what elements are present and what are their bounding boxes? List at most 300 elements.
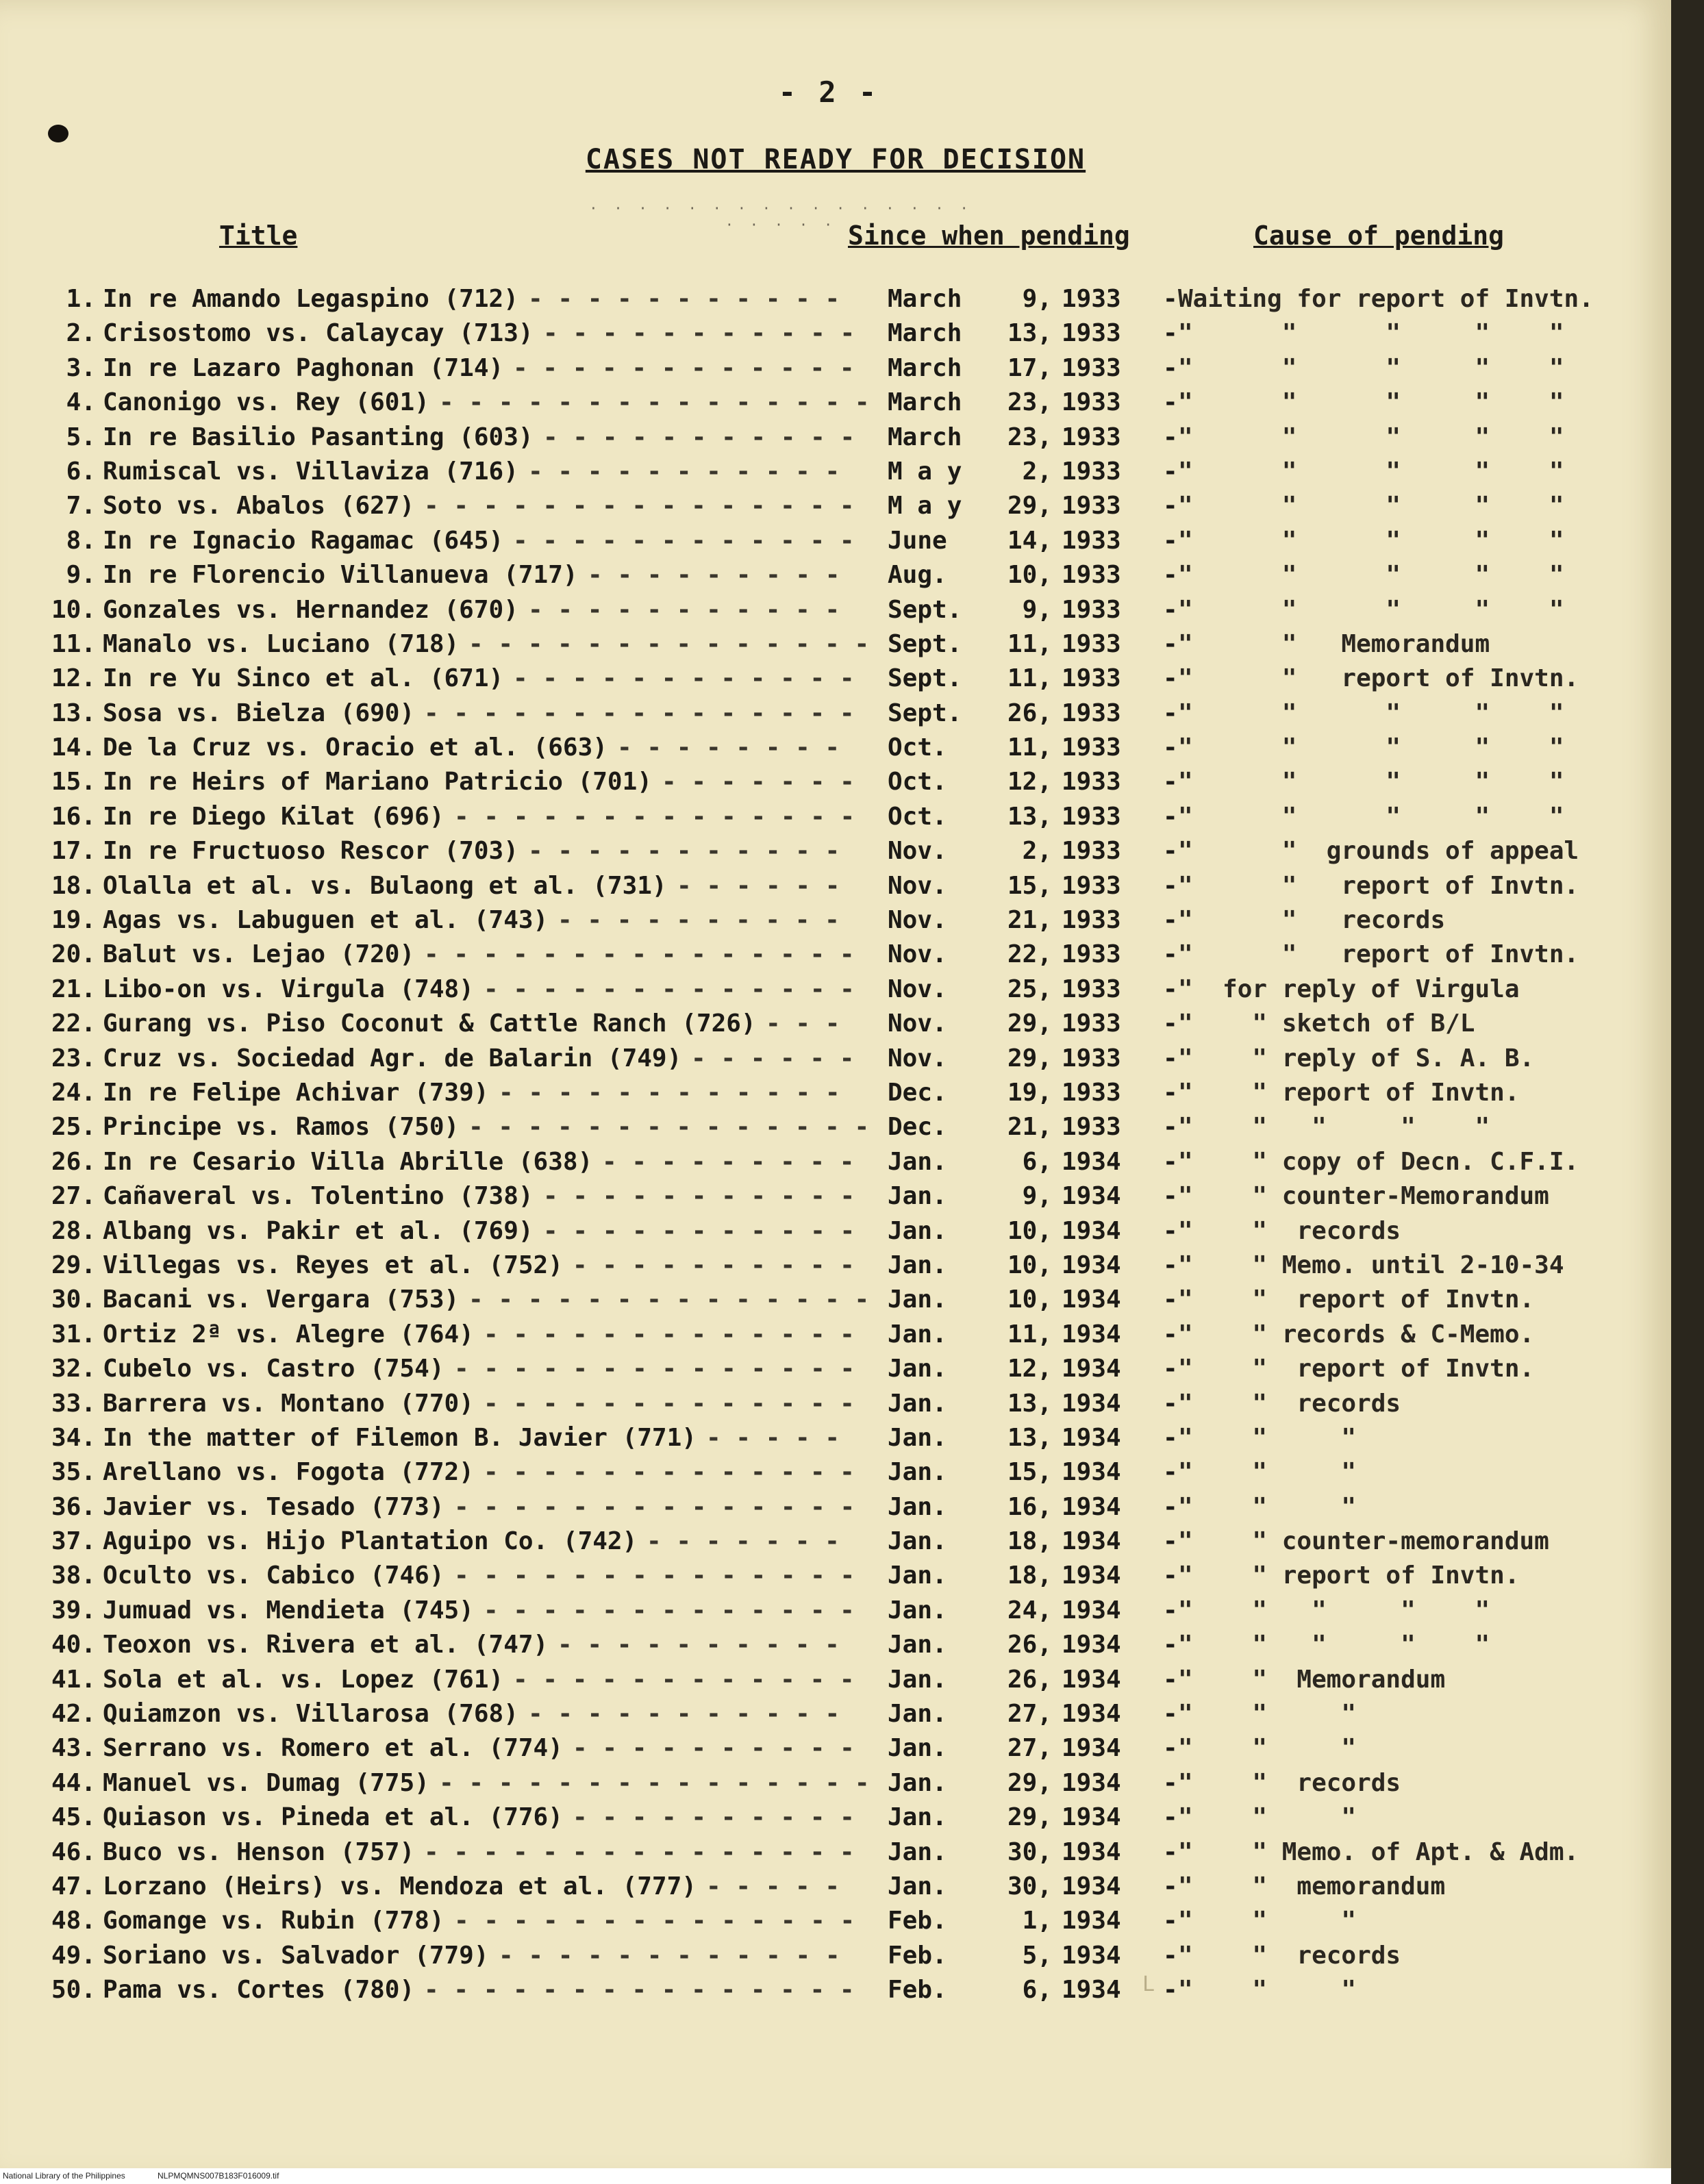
case-row bbox=[0, 1870, 1671, 1904]
pending-year: 1933 bbox=[1062, 561, 1121, 590]
pending-day: 23, bbox=[1007, 388, 1052, 417]
pending-day: 29, bbox=[1007, 1803, 1052, 1832]
pending-day: 30, bbox=[1007, 1837, 1052, 1866]
pending-cause: " " " " " bbox=[1178, 768, 1564, 796]
leader-dashes: - - - - - - - - - - bbox=[573, 1251, 855, 1279]
pending-cause: " " " " " bbox=[1178, 353, 1564, 382]
pending-year: 1933 bbox=[1062, 871, 1121, 900]
pending-day: 9, bbox=[1022, 1182, 1052, 1211]
pending-cause: " " " " " bbox=[1178, 457, 1564, 486]
leader-dashes: - - - - - - - - - - - - - - - bbox=[424, 940, 855, 969]
pending-year: 1933 bbox=[1062, 906, 1121, 935]
pending-day: 11, bbox=[1007, 664, 1052, 693]
footer-filename: NLPMQMNS007B183F016009.tif bbox=[158, 2171, 279, 2181]
pending-year: 1934 bbox=[1062, 1561, 1121, 1590]
scan-edge bbox=[1671, 0, 1704, 2184]
pending-year: 1933 bbox=[1062, 526, 1121, 555]
case-row bbox=[0, 1352, 1671, 1386]
pending-year: 1934 bbox=[1062, 1907, 1121, 1935]
case-number: 6. bbox=[66, 457, 96, 486]
pending-month: March bbox=[888, 319, 962, 348]
pending-month: Jan. bbox=[888, 1147, 947, 1176]
pending-month: Jan. bbox=[888, 1285, 947, 1314]
leader-dashes: - - - - - - - - - - bbox=[557, 906, 840, 935]
pending-day: 10, bbox=[1007, 1251, 1052, 1279]
pending-cause: " " report of Invtn. bbox=[1178, 1078, 1520, 1107]
leader-dashes: - - - - - - - - - - bbox=[573, 1803, 855, 1832]
pending-cause: " " " " " bbox=[1178, 319, 1564, 348]
separator-dash: - bbox=[1163, 1182, 1178, 1211]
case-number: 40. bbox=[51, 1631, 96, 1659]
pending-cause: " " " bbox=[1178, 1492, 1357, 1521]
leader-dashes: - - - - - - - - - - - - bbox=[499, 1078, 840, 1107]
leader-dashes: - - - - - - - - - - - bbox=[528, 1700, 840, 1729]
leader-dashes: - - - - - bbox=[706, 1423, 840, 1452]
case-number: 8. bbox=[66, 526, 96, 555]
pending-cause: " " counter-memorandum bbox=[1178, 1527, 1549, 1556]
case-title: In re Diego Kilat (696) bbox=[103, 802, 444, 831]
pending-cause: " " " " " bbox=[1178, 699, 1564, 727]
leader-dashes: - - - - - - - bbox=[647, 1527, 840, 1556]
case-title: Gonzales vs. Hernandez (670) bbox=[103, 595, 518, 624]
pending-cause: " " " " " bbox=[1178, 492, 1564, 520]
case-row bbox=[0, 903, 1671, 938]
pending-cause: " " " " " bbox=[1178, 1631, 1490, 1659]
pending-cause: " " " bbox=[1178, 1734, 1357, 1763]
column-header-since: Since when pending bbox=[848, 221, 1130, 251]
pending-cause: " " " " " bbox=[1178, 1113, 1490, 1142]
case-title: Sola et al. vs. Lopez (761) bbox=[103, 1665, 504, 1694]
pending-year: 1933 bbox=[1062, 1044, 1121, 1072]
separator-dash: - bbox=[1163, 1631, 1178, 1659]
case-number: 14. bbox=[51, 733, 96, 762]
case-number: 21. bbox=[51, 975, 96, 1003]
separator-dash: - bbox=[1163, 1837, 1178, 1866]
leader-dashes: - - - - - - bbox=[691, 1044, 855, 1072]
leader-dashes: - - - - - - - - - - - - - - bbox=[454, 802, 855, 831]
leader-dashes: - - - - - - - - - - - - bbox=[513, 353, 855, 382]
case-row bbox=[0, 1007, 1671, 1041]
separator-dash: - bbox=[1163, 1285, 1178, 1314]
case-title: In re Lazaro Paghonan (714) bbox=[103, 353, 504, 382]
pending-month: Jan. bbox=[888, 1492, 947, 1521]
pending-cause: " " sketch of B/L bbox=[1178, 1009, 1475, 1038]
pending-day: 29, bbox=[1007, 1044, 1052, 1072]
case-row bbox=[0, 316, 1671, 351]
pending-month: Jan. bbox=[888, 1631, 947, 1659]
pending-year: 1934 bbox=[1062, 1631, 1121, 1659]
case-row bbox=[0, 1835, 1671, 1870]
separator-dash: - bbox=[1163, 285, 1178, 313]
separator-dash: - bbox=[1163, 1389, 1178, 1418]
case-title: Barrera vs. Montano (770) bbox=[103, 1389, 474, 1418]
pending-month: Sept. bbox=[888, 629, 962, 658]
case-title: Ortiz 2ª vs. Alegre (764) bbox=[103, 1320, 474, 1348]
pending-day: 24, bbox=[1007, 1596, 1052, 1624]
separator-dash: - bbox=[1163, 492, 1178, 520]
pending-year: 1933 bbox=[1062, 1113, 1121, 1142]
case-row bbox=[0, 1973, 1671, 2007]
case-number: 4. bbox=[66, 388, 96, 417]
case-number: 30. bbox=[51, 1285, 96, 1314]
case-row bbox=[0, 1283, 1671, 1317]
case-number: 26. bbox=[51, 1147, 96, 1176]
pending-month: Jan. bbox=[888, 1665, 947, 1694]
leader-dashes: - - - - - - - - - - - - - - bbox=[454, 1561, 855, 1590]
case-row bbox=[0, 1697, 1671, 1731]
case-title: Gurang vs. Piso Coconut & Cattle Ranch (726) bbox=[103, 1009, 756, 1038]
separator-dash: - bbox=[1163, 975, 1178, 1003]
case-title: Villegas vs. Reyes et al. (752) bbox=[103, 1251, 563, 1279]
pending-day: 26, bbox=[1007, 1665, 1052, 1694]
case-title: Sosa vs. Bielza (690) bbox=[103, 699, 415, 727]
pending-year: 1934 bbox=[1062, 1147, 1121, 1176]
pending-month: Aug. bbox=[888, 561, 947, 590]
pending-month: Nov. bbox=[888, 871, 947, 900]
case-row bbox=[0, 869, 1671, 903]
pending-day: 18, bbox=[1007, 1527, 1052, 1556]
case-title: Aguipo vs. Hijo Plantation Co. (742) bbox=[103, 1527, 638, 1556]
separator-dash: - bbox=[1163, 1009, 1178, 1038]
leader-dashes: - - - - - - - - - - bbox=[573, 1734, 855, 1763]
pending-day: 12, bbox=[1007, 768, 1052, 796]
pending-month: Jan. bbox=[888, 1355, 947, 1383]
pending-day: 16, bbox=[1007, 1492, 1052, 1521]
pending-month: Nov. bbox=[888, 837, 947, 866]
pending-cause: " " counter-Memorandum bbox=[1178, 1182, 1549, 1211]
pending-year: 1933 bbox=[1062, 1009, 1121, 1038]
pending-year: 1934 bbox=[1062, 1976, 1121, 2005]
case-title: De la Cruz vs. Oracio et al. (663) bbox=[103, 733, 607, 762]
pending-cause: " for reply of Virgula bbox=[1178, 975, 1520, 1003]
leader-dashes: - - - - - - - - - - - bbox=[528, 457, 840, 486]
case-number: 19. bbox=[51, 906, 96, 935]
pending-cause: " " " bbox=[1178, 1803, 1357, 1832]
pending-month: Jan. bbox=[888, 1251, 947, 1279]
pending-cause: " " records bbox=[1178, 1768, 1401, 1797]
case-title: Albang vs. Pakir et al. (769) bbox=[103, 1216, 534, 1245]
case-number: 25. bbox=[51, 1113, 96, 1142]
pending-day: 27, bbox=[1007, 1734, 1052, 1763]
case-row bbox=[0, 455, 1671, 489]
leader-dashes: - - - - - - - - - - - - bbox=[513, 1665, 855, 1694]
case-number: 1. bbox=[66, 285, 96, 313]
pending-day: 21, bbox=[1007, 906, 1052, 935]
separator-dash: - bbox=[1163, 561, 1178, 590]
pending-cause: " " " " " bbox=[1178, 526, 1564, 555]
pending-year: 1933 bbox=[1062, 768, 1121, 796]
pending-year: 1933 bbox=[1062, 699, 1121, 727]
separator-dash: - bbox=[1163, 1216, 1178, 1245]
pending-year: 1933 bbox=[1062, 595, 1121, 624]
pending-year: 1934 bbox=[1062, 1458, 1121, 1487]
pending-month: Jan. bbox=[888, 1389, 947, 1418]
case-title: Teoxon vs. Rivera et al. (747) bbox=[103, 1631, 549, 1659]
case-row bbox=[0, 1179, 1671, 1214]
case-row bbox=[0, 800, 1671, 834]
case-number: 13. bbox=[51, 699, 96, 727]
case-title: In re Cesario Villa Abrille (638) bbox=[103, 1147, 593, 1176]
pending-day: 25, bbox=[1007, 975, 1052, 1003]
case-number: 12. bbox=[51, 664, 96, 693]
pending-year: 1934 bbox=[1062, 1527, 1121, 1556]
case-row bbox=[0, 1559, 1671, 1593]
pending-day: 21, bbox=[1007, 1113, 1052, 1142]
case-title: In re Basilio Pasanting (603) bbox=[103, 423, 534, 451]
case-title: Lorzano (Heirs) vs. Mendoza et al. (777) bbox=[103, 1872, 697, 1900]
case-title: Soto vs. Abalos (627) bbox=[103, 492, 415, 520]
pending-cause: " " records bbox=[1178, 1941, 1401, 1970]
case-title: In re Yu Sinco et al. (671) bbox=[103, 664, 504, 693]
pending-cause: " " records bbox=[1178, 1216, 1401, 1245]
case-number: 42. bbox=[51, 1700, 96, 1729]
pending-month: Oct. bbox=[888, 733, 947, 762]
separator-dash: - bbox=[1163, 629, 1178, 658]
case-number: 46. bbox=[51, 1837, 96, 1866]
pending-year: 1933 bbox=[1062, 388, 1121, 417]
scan-footer bbox=[0, 2168, 1671, 2184]
leader-dashes: - - - - - bbox=[706, 1872, 840, 1900]
case-title: Principe vs. Ramos (750) bbox=[103, 1113, 460, 1142]
case-number: 29. bbox=[51, 1251, 96, 1279]
pending-day: 11, bbox=[1007, 629, 1052, 658]
separator-dash: - bbox=[1163, 802, 1178, 831]
ink-blot-mark bbox=[48, 125, 68, 142]
leader-dashes: - - - - - - - - - - - - - - bbox=[454, 1492, 855, 1521]
pending-month: Nov. bbox=[888, 975, 947, 1003]
pending-day: 12, bbox=[1007, 1355, 1052, 1383]
case-row bbox=[0, 731, 1671, 765]
leader-dashes: - - - - - - - - - - - - - - bbox=[454, 1355, 855, 1383]
leader-dashes: - - - - - - - - - - - - - bbox=[484, 1458, 855, 1487]
separator-dash: - bbox=[1163, 699, 1178, 727]
case-row bbox=[0, 1904, 1671, 1938]
footer-source: National Library of the Philippines bbox=[3, 2171, 125, 2181]
case-number: 36. bbox=[51, 1492, 96, 1521]
separator-dash: - bbox=[1163, 871, 1178, 900]
separator-dash: - bbox=[1163, 1941, 1178, 1970]
separator-dash: - bbox=[1163, 1734, 1178, 1763]
case-row bbox=[0, 696, 1671, 731]
case-number: 18. bbox=[51, 871, 96, 900]
case-title: Quiason vs. Pineda et al. (776) bbox=[103, 1803, 563, 1832]
case-row bbox=[0, 1145, 1671, 1179]
case-title: Cruz vs. Sociedad Agr. de Balarin (749) bbox=[103, 1044, 682, 1072]
separator-dash: - bbox=[1163, 906, 1178, 935]
separator-dash: - bbox=[1163, 1078, 1178, 1107]
case-number: 31. bbox=[51, 1320, 96, 1348]
separator-dash: - bbox=[1163, 353, 1178, 382]
pending-cause: " " records bbox=[1178, 1389, 1401, 1418]
pending-cause: " " report of Invtn. bbox=[1178, 1285, 1535, 1314]
case-title: Libo-on vs. Virgula (748) bbox=[103, 975, 474, 1003]
page-heading: CASES NOT READY FOR DECISION bbox=[585, 144, 1086, 175]
pending-month: Jan. bbox=[888, 1458, 947, 1487]
leader-dashes: - - - - - - - - - bbox=[588, 561, 840, 590]
pending-month: Nov. bbox=[888, 1044, 947, 1072]
pending-month: M a y bbox=[888, 492, 962, 520]
leader-dashes: - - - - - - - - - - - - bbox=[513, 526, 855, 555]
separator-dash: - bbox=[1163, 768, 1178, 796]
pending-year: 1933 bbox=[1062, 423, 1121, 451]
pending-day: 2, bbox=[1022, 457, 1052, 486]
case-row bbox=[0, 1076, 1671, 1110]
case-title: In re Fructuoso Rescor (703) bbox=[103, 837, 518, 866]
leader-dashes: - - - - - - - - - - - bbox=[543, 423, 855, 451]
pending-year: 1934 bbox=[1062, 1182, 1121, 1211]
pending-month: March bbox=[888, 388, 962, 417]
separator-dash: - bbox=[1163, 1147, 1178, 1176]
pending-year: 1934 bbox=[1062, 1596, 1121, 1624]
pending-day: 14, bbox=[1007, 526, 1052, 555]
leader-dashes: - - - - - - - - - - - - - bbox=[484, 1320, 855, 1348]
pending-cause: " " Memo. of Apt. & Adm. bbox=[1178, 1837, 1579, 1866]
separator-dash: - bbox=[1163, 1803, 1178, 1832]
leader-dashes: - - - - - - - - bbox=[617, 733, 840, 762]
pending-day: 22, bbox=[1007, 940, 1052, 969]
leader-dashes: - - - - - - - - - - - bbox=[528, 595, 840, 624]
case-row bbox=[0, 351, 1671, 386]
pending-year: 1934 bbox=[1062, 1320, 1121, 1348]
case-row bbox=[0, 524, 1671, 558]
pending-day: 19, bbox=[1007, 1078, 1052, 1107]
leader-dashes: - - - - - - bbox=[677, 871, 840, 900]
pending-year: 1934 bbox=[1062, 1837, 1121, 1866]
pending-month: Jan. bbox=[888, 1596, 947, 1624]
leader-dashes: - - - - - - - - - - bbox=[557, 1631, 840, 1659]
case-title: Pama vs. Cortes (780) bbox=[103, 1976, 415, 2005]
heading-divider: · · · · · · · · · · · · · · · · · · · · · bbox=[589, 200, 973, 233]
leader-dashes: - - - - - - - - - - - - bbox=[513, 664, 855, 693]
pending-day: 26, bbox=[1007, 699, 1052, 727]
pending-year: 1934 bbox=[1062, 1768, 1121, 1797]
case-title: Rumiscal vs. Villaviza (716) bbox=[103, 457, 518, 486]
case-row bbox=[0, 386, 1671, 420]
pending-cause: " " reply of S. A. B. bbox=[1178, 1044, 1535, 1072]
case-row bbox=[0, 1663, 1671, 1697]
pending-year: 1933 bbox=[1062, 975, 1121, 1003]
case-number: 9. bbox=[66, 561, 96, 590]
separator-dash: - bbox=[1163, 733, 1178, 762]
pending-month: Jan. bbox=[888, 1734, 947, 1763]
pending-cause: " " copy of Decn. C.F.I. bbox=[1178, 1147, 1579, 1176]
case-row bbox=[0, 1318, 1671, 1352]
pending-month: Nov. bbox=[888, 906, 947, 935]
pending-month: Jan. bbox=[888, 1700, 947, 1729]
separator-dash: - bbox=[1163, 1458, 1178, 1487]
pending-month: Dec. bbox=[888, 1078, 947, 1107]
separator-dash: - bbox=[1163, 457, 1178, 486]
separator-dash: - bbox=[1163, 1907, 1178, 1935]
pending-month: March bbox=[888, 285, 962, 313]
pending-month: Jan. bbox=[888, 1320, 947, 1348]
pending-year: 1933 bbox=[1062, 733, 1121, 762]
case-row bbox=[0, 662, 1671, 696]
pending-day: 30, bbox=[1007, 1872, 1052, 1900]
separator-dash: - bbox=[1163, 1355, 1178, 1383]
case-title: Balut vs. Lejao (720) bbox=[103, 940, 415, 969]
pending-month: Sept. bbox=[888, 595, 962, 624]
case-title: In re Felipe Achivar (739) bbox=[103, 1078, 489, 1107]
separator-dash: - bbox=[1163, 1527, 1178, 1556]
pending-month: Jan. bbox=[888, 1216, 947, 1245]
case-title: Arellano vs. Fogota (772) bbox=[103, 1458, 474, 1487]
pending-day: 2, bbox=[1022, 837, 1052, 866]
case-title: Agas vs. Labuguen et al. (743) bbox=[103, 906, 549, 935]
pending-day: 29, bbox=[1007, 492, 1052, 520]
separator-dash: - bbox=[1163, 1423, 1178, 1452]
pending-cause: " " report of Invtn. bbox=[1178, 940, 1579, 969]
leader-dashes: - - - - - - - - - - - - - - - bbox=[424, 1976, 855, 2005]
pending-day: 10, bbox=[1007, 1216, 1052, 1245]
case-number: 16. bbox=[51, 802, 96, 831]
pending-cause: " " memorandum bbox=[1178, 1872, 1446, 1900]
pending-cause: " " " " " bbox=[1178, 388, 1564, 417]
case-row bbox=[0, 1214, 1671, 1248]
case-number: 43. bbox=[51, 1734, 96, 1763]
pending-day: 9, bbox=[1022, 595, 1052, 624]
case-number: 28. bbox=[51, 1216, 96, 1245]
pending-year: 1933 bbox=[1062, 940, 1121, 969]
pending-day: 10, bbox=[1007, 1285, 1052, 1314]
case-row bbox=[0, 1594, 1671, 1628]
separator-dash: - bbox=[1163, 388, 1178, 417]
pending-cause: " " Memorandum bbox=[1178, 629, 1490, 658]
pending-month: Nov. bbox=[888, 940, 947, 969]
pending-month: Jan. bbox=[888, 1182, 947, 1211]
case-number: 3. bbox=[66, 353, 96, 382]
pending-day: 1, bbox=[1022, 1907, 1052, 1935]
pending-day: 11, bbox=[1007, 1320, 1052, 1348]
pending-year: 1934 bbox=[1062, 1734, 1121, 1763]
pending-cause: " " " bbox=[1178, 1458, 1357, 1487]
case-row bbox=[0, 1524, 1671, 1559]
pending-month: Jan. bbox=[888, 1768, 947, 1797]
leader-dashes: - - - - - - - - - - - - - bbox=[484, 975, 855, 1003]
case-title: Quiamzon vs. Villarosa (768) bbox=[103, 1700, 518, 1729]
case-number: 2. bbox=[66, 319, 96, 348]
separator-dash: - bbox=[1163, 1320, 1178, 1348]
separator-dash: - bbox=[1163, 1872, 1178, 1900]
leader-dashes: - - - - - - - - - - - - - - bbox=[468, 629, 870, 658]
separator-dash: - bbox=[1163, 1251, 1178, 1279]
case-row bbox=[0, 1387, 1671, 1421]
pending-year: 1934 bbox=[1062, 1423, 1121, 1452]
case-title: Buco vs. Henson (757) bbox=[103, 1837, 415, 1866]
pending-year: 1934 bbox=[1062, 1251, 1121, 1279]
case-row bbox=[0, 1628, 1671, 1662]
pending-cause: " " records bbox=[1178, 906, 1446, 935]
pending-day: 5, bbox=[1022, 1941, 1052, 1970]
case-row bbox=[0, 1042, 1671, 1076]
pending-month: Jan. bbox=[888, 1527, 947, 1556]
case-number: 17. bbox=[51, 837, 96, 866]
case-title: Cubelo vs. Castro (754) bbox=[103, 1355, 444, 1383]
pending-cause: " " report of Invtn. bbox=[1178, 1355, 1535, 1383]
leader-dashes: - - - - - - - - - - - - - - - bbox=[424, 699, 855, 727]
case-list bbox=[0, 282, 1671, 2008]
pending-year: 1934 bbox=[1062, 1700, 1121, 1729]
pending-day: 15, bbox=[1007, 871, 1052, 900]
separator-dash: - bbox=[1163, 1700, 1178, 1729]
case-row bbox=[0, 1248, 1671, 1283]
pending-year: 1933 bbox=[1062, 629, 1121, 658]
case-row bbox=[0, 1766, 1671, 1800]
leader-dashes: - - - - - - - - - bbox=[602, 1147, 855, 1176]
case-number: 48. bbox=[51, 1907, 96, 1935]
pending-year: 1933 bbox=[1062, 457, 1121, 486]
pending-month: M a y bbox=[888, 457, 962, 486]
